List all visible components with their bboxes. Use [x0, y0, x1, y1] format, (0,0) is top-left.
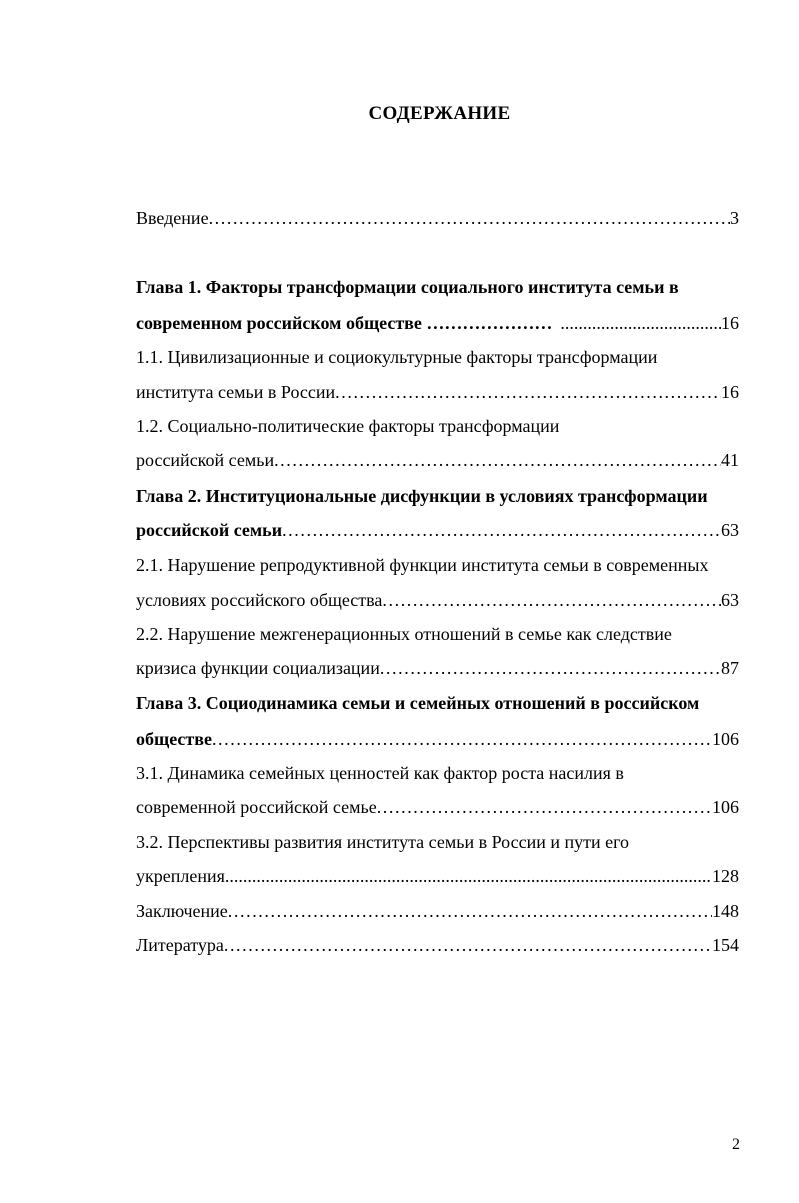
toc-section-3-1-title[interactable]: 3.1. Динамика семейных ценностей как фактор роста насилия в	[136, 763, 624, 783]
toc-section-2-1-title[interactable]: 2.1. Нарушение репродуктивной функции института семьи в современных	[136, 555, 709, 575]
toc-entry-text: условиях российского общества	[136, 590, 383, 610]
toc-entry-text: укрепления	[136, 866, 225, 886]
toc-chapter-3-title[interactable]: Глава 3. Социодинамика семьи и семейных отношений в российском	[136, 693, 700, 713]
page-number: 2	[732, 1136, 740, 1153]
toc-page-number: 87	[721, 658, 739, 678]
toc-page-number: 154	[712, 935, 739, 955]
page-title: СОДЕРЖАНИЕ	[368, 103, 511, 124]
toc-entry-text: кризиса функции социализации	[136, 658, 380, 678]
toc-entry-text: российской семьи	[136, 450, 275, 470]
toc-entry-section-2-1[interactable]	[136, 587, 739, 613]
toc-entry-literature[interactable]	[136, 932, 739, 958]
toc-entry-introduction[interactable]	[136, 205, 739, 231]
toc-section-1-2-title[interactable]: 1.2. Социально-политические факторы трансформации	[136, 416, 560, 436]
toc-page-number: 3	[730, 208, 739, 228]
toc-entry-chapter-1[interactable]	[136, 310, 739, 336]
toc-entry-text: современной российской семье	[136, 797, 377, 817]
toc-page-number: 63	[721, 590, 739, 610]
toc-page-number: 106	[712, 797, 739, 817]
toc-chapter-1-title[interactable]: Глава 1. Факторы трансформации социального института семьи в	[136, 277, 679, 297]
toc-chapter-2-title[interactable]: Глава 2. Институциональные дисфункции в условиях трансформации	[136, 486, 708, 506]
toc-entry-text: российской семьи	[136, 520, 283, 540]
toc-entry-section-1-2[interactable]	[136, 447, 739, 473]
leader-dots	[335, 379, 721, 405]
toc-entry-text: института семьи в России	[136, 382, 336, 402]
leader-dots	[212, 726, 712, 752]
toc-section-3-2-title[interactable]: 3.2. Перспективы развития института семьи в России и пути его	[136, 832, 630, 852]
leader-dots	[382, 587, 721, 613]
toc-entry-text: Введение	[136, 208, 209, 228]
toc-entry-section-3-2[interactable]	[136, 863, 739, 889]
toc-page-number: 41	[721, 450, 739, 470]
leader-dots	[282, 517, 721, 543]
toc-page-number: 63	[721, 520, 739, 540]
leader-dots	[377, 794, 712, 820]
leader-dots	[380, 655, 721, 681]
leader-dots	[209, 205, 730, 231]
toc-entry-text: обществе	[136, 729, 212, 749]
toc-entry-section-3-1[interactable]	[136, 794, 739, 820]
toc-section-2-2-title[interactable]: 2.2. Нарушение межгенерационных отношений в семье как следствие	[136, 624, 672, 644]
toc-entry-section-2-2[interactable]	[136, 655, 739, 681]
toc-page-number: 128	[712, 866, 739, 886]
toc-entry-text: Литература	[136, 935, 224, 955]
toc-section-1-1-title[interactable]: 1.1. Цивилизационные и социокультурные факторы трансформации	[136, 347, 658, 367]
toc-page-number: 148	[712, 901, 739, 921]
toc-entry-chapter-2[interactable]	[136, 517, 739, 543]
leader-dots	[225, 863, 712, 889]
toc-entry-conclusion[interactable]	[136, 898, 739, 924]
toc-page-number: 16	[721, 313, 739, 333]
toc-entry-text: Заключение	[136, 901, 228, 921]
toc-page-number: 106	[712, 729, 739, 749]
leader-dots	[228, 898, 712, 924]
toc-entry-chapter-3[interactable]	[136, 726, 739, 752]
toc-page-number: 16	[721, 382, 739, 402]
leader-dots	[274, 447, 721, 473]
toc-entry-section-1-1[interactable]	[136, 379, 739, 405]
toc-entry-text: современном российском обществе …………………	[136, 313, 553, 333]
leader-dots	[552, 310, 721, 336]
leader-dots	[224, 932, 712, 958]
